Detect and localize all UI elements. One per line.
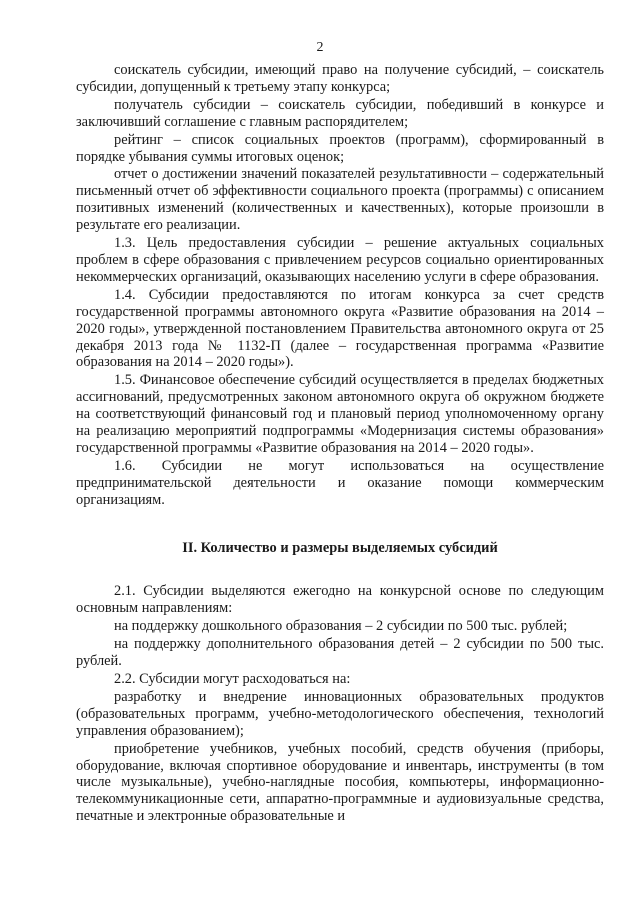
paragraph: рейтинг – список социальных проектов (программ), сформированный в порядке убывания суммы итоговых оценок; xyxy=(76,131,604,165)
paragraph: 2.2. Субсидии могут расходоваться на: xyxy=(114,671,351,687)
paragraph: соискатель субсидии, имеющий право на получение субсидий, – соискатель субсидии, допущенный к третьему этапу конкурса; xyxy=(76,62,604,95)
paragraph: 2.1. Субсидии выделяются ежегодно на конкурсной основе по следующим основным направлениям: xyxy=(76,583,604,617)
paragraph: на поддержку дополнительного образования детей – 2 субсидии по 500 тыс. рублей. xyxy=(76,636,604,670)
page-number: 2 xyxy=(316,40,324,55)
paragraph: 1.4. Субсидии предоставляются по итогам конкурса за счет средств государственной программы автономного округа «Развитие образования на 2014 – 2020 годы», утвержденной постановлением Правительства автономного округа от 25 декабря 2013 года № 1132-П (далее – государственная программа «Развитие образования на 2014 – 2020 годы»). xyxy=(76,286,604,371)
paragraph: на поддержку дошкольного образования – 2 субсидии по 500 тыс. рублей; xyxy=(114,618,568,635)
paragraph: 1.3. Цель предоставления субсидии – решение актуальных социальных проблем в сфере образования с привлечением ресурсов социально ориентированных некоммерческих организаций, оказывающих населению услуги в сфере образования. xyxy=(76,235,604,285)
document-body xyxy=(76,62,604,825)
paragraph: 1.6. Субсидии не могут использоваться на осуществление предпринимательской деятельности и оказание помощи коммерческим организациям. xyxy=(76,457,604,508)
paragraph: разработку и внедрение инновационных образовательных продуктов (образовательных программ, учебно-методологического обеспечения, технологий управления образованием); xyxy=(76,688,604,739)
paragraph: 1.5. Финансовое обеспечение субсидий осуществляется в пределах бюджетных ассигнований, предусмотренных законом автономного округа об окружном бюджете на соответствующий финансовый год и плановый период уполномоченному органу на реализацию мероприятий подпрограммы «Модернизация системы образования» государственной программы «Развитие образования на 2014 – 2020 годы». xyxy=(76,372,604,456)
paragraph: отчет о достижении значений показателей результативности – содержательный письменный отчет об эффективности социального проекта (программы) с описанием позитивных изменений (количественных и качественных), которые произошли в результате его реализации. xyxy=(76,166,604,234)
paragraph: получатель субсидии – соискатель субсидии, победивший в конкурсе и заключивший соглашение с главным распорядителем; xyxy=(76,96,604,130)
section-heading: II. Количество и размеры выделяемых субсидий xyxy=(182,539,498,556)
paragraph: приобретение учебников, учебных пособий, средств обучения (приборы, оборудование, включая спортивное оборудование и инвентарь, инструменты (в том числе музыкальные), учебно-наглядные пособия, компьютеры, информационно-телекоммуникационные сети, аппаратно-программные и аудиовизуальные средства, печатные и электронные образовательные и xyxy=(76,740,604,825)
